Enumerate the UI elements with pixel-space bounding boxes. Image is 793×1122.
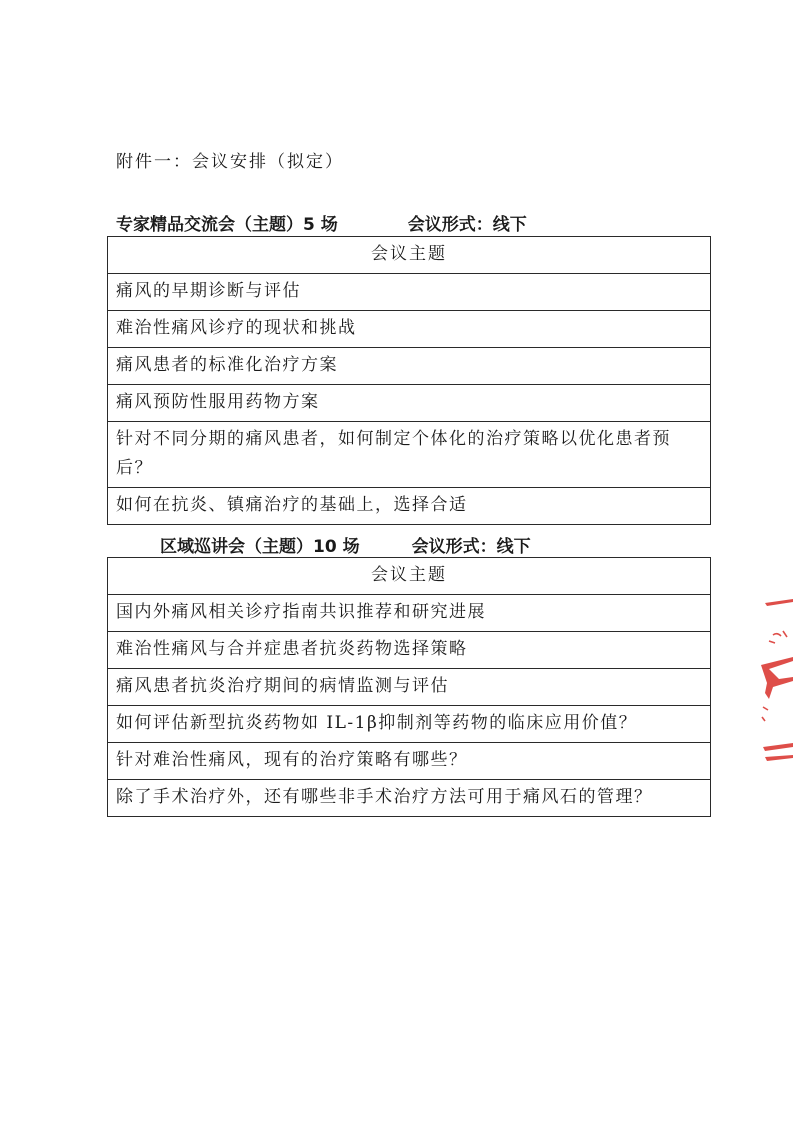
table-row	[108, 348, 711, 385]
table-row	[108, 488, 711, 525]
topic-cell: 痛风的早期诊断与评估	[108, 274, 711, 311]
topic-cell: 痛风患者的标准化治疗方案	[108, 348, 711, 385]
topic-cell: 除了手术治疗外，还有哪些非手术治疗方法可用于痛风石的管理？	[108, 780, 711, 817]
table-row	[108, 706, 711, 743]
topic-cell: 痛风患者抗炎治疗期间的病情监测与评估	[108, 669, 711, 706]
red-seal-fragment	[759, 595, 793, 770]
topic-cell: 针对难治性痛风，现有的治疗策略有哪些？	[108, 743, 711, 780]
section1-format: 会议形式：线下	[407, 215, 527, 235]
topic-cell: 难治性痛风诊疗的现状和挑战	[108, 311, 711, 348]
table-row	[108, 669, 711, 706]
table-header-cell: 会议主题	[108, 558, 711, 595]
section1-topics-table	[107, 236, 711, 525]
table-row	[108, 632, 711, 669]
table-header-row	[108, 237, 711, 274]
table-row	[108, 780, 711, 817]
table-row	[108, 385, 711, 422]
table-header-row	[108, 558, 711, 595]
section1-title: 专家精品交流会（主题）5 场	[116, 215, 338, 235]
topic-cell: 针对不同分期的痛风患者，如何制定个体化的治疗策略以优化患者预后？	[108, 422, 711, 488]
section1-heading	[116, 210, 527, 235]
topic-cell: 如何在抗炎、镇痛治疗的基础上，选择合适	[108, 488, 711, 525]
topic-cell: 如何评估新型抗炎药物如 IL-1β抑制剂等药物的临床应用价值？	[108, 706, 711, 743]
table-row	[108, 311, 711, 348]
topic-cell: 痛风预防性服用药物方案	[108, 385, 711, 422]
topic-cell: 国内外痛风相关诊疗指南共识推荐和研究进展	[108, 595, 711, 632]
table-row	[108, 743, 711, 780]
section2-heading	[160, 532, 531, 557]
topic-cell: 难治性痛风与合并症患者抗炎药物选择策略	[108, 632, 711, 669]
section2-title: 区域巡讲会（主题）10 场	[160, 537, 360, 557]
table-row	[108, 422, 711, 488]
table-row	[108, 595, 711, 632]
attachment-title: 附件一：会议安排（拟定）	[116, 152, 344, 172]
table-header-cell: 会议主题	[108, 237, 711, 274]
table-row	[108, 274, 711, 311]
section2-topics-table	[107, 557, 711, 817]
section2-format: 会议形式：线下	[411, 537, 531, 557]
